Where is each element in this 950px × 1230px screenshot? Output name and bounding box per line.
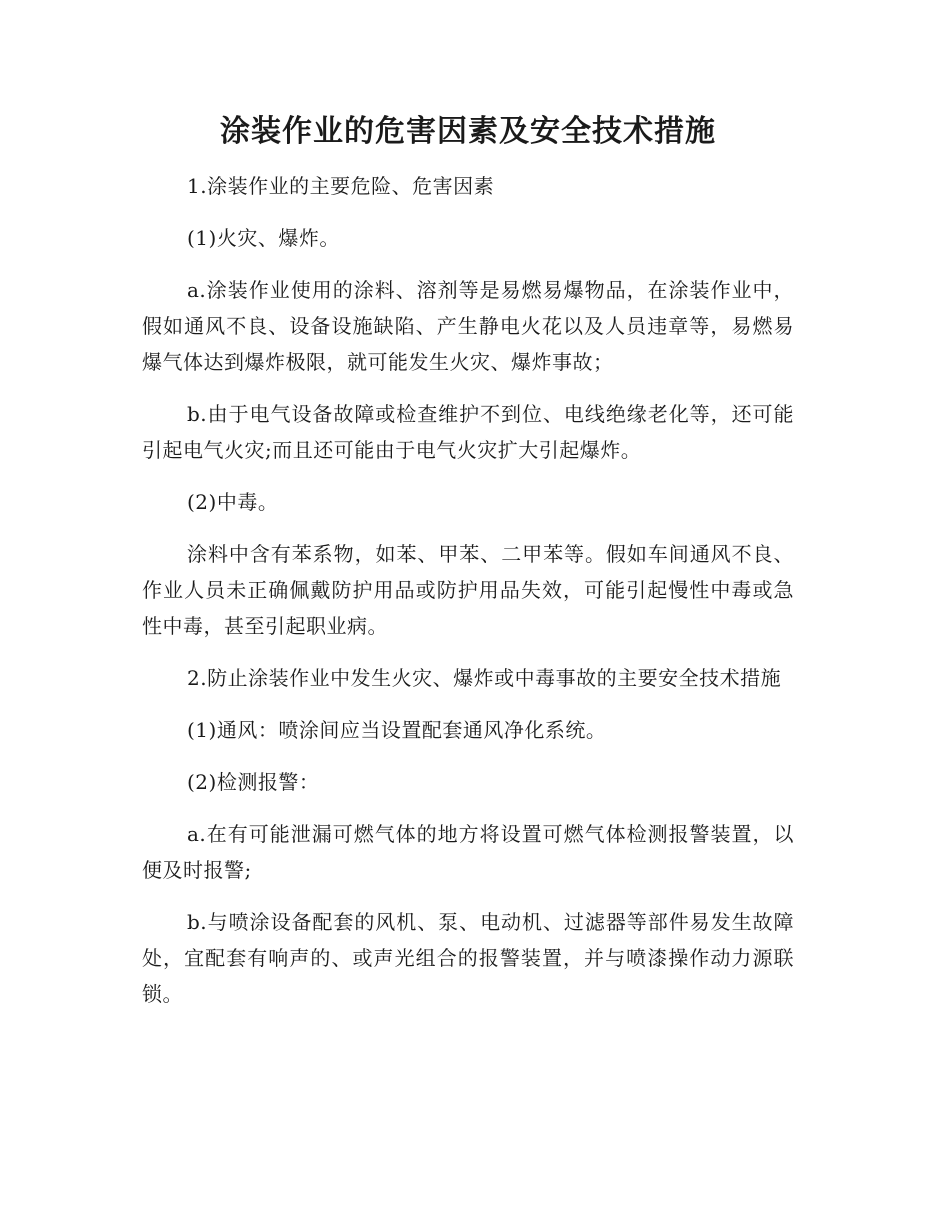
paragraph-alarm-b: b.与喷涂设备配套的风机、泵、电动机、过滤器等部件易发生故障处，宜配套有响声的、或声光组合的报警装置，并与喷漆操作动力源联锁。 xyxy=(142,910,794,1006)
document-page xyxy=(142,110,794,1028)
paragraph-poisoning: 涂料中含有苯系物，如苯、甲苯、二甲苯等。假如车间通风不良、作业人员未正确佩戴防护用品或防护用品失效，可能引起慢性中毒或急性中毒，甚至引起职业病。 xyxy=(142,542,794,638)
subheading-fire-explosion: (1)火灾、爆炸。 xyxy=(187,226,340,250)
subheading-detection-alarm: (2)检测报警： xyxy=(187,770,320,794)
section-heading-hazards: 1.涂装作业的主要危险、危害因素 xyxy=(187,174,495,198)
paragraph-fire-a: a.涂装作业使用的涂料、溶剂等是易燃易爆物品，在涂装作业中，假如通风不良、设备设施缺陷、产生静电火花以及人员违章等，易燃易爆气体达到爆炸极限，就可能发生火灾、爆炸事故； xyxy=(142,278,794,374)
paragraph-alarm-a: a.在有可能泄漏可燃气体的地方将设置可燃气体检测报警装置，以便及时报警; xyxy=(142,822,794,882)
section-heading-measures: 2.防止涂装作业中发生火灾、爆炸或中毒事故的主要安全技术措施 xyxy=(187,666,782,690)
subheading-poisoning: (2)中毒。 xyxy=(187,490,279,514)
document-title: 涂装作业的危害因素及安全技术措施 xyxy=(220,114,716,149)
paragraph-fire-b: b.由于电气设备故障或检查维护不到位、电线绝缘老化等，还可能引起电气火灾;而且还可能由于电气火灾扩大引起爆炸。 xyxy=(142,402,794,462)
paragraph-ventilation: (1)通风：喷涂间应当设置配套通风净化系统。 xyxy=(187,718,607,742)
